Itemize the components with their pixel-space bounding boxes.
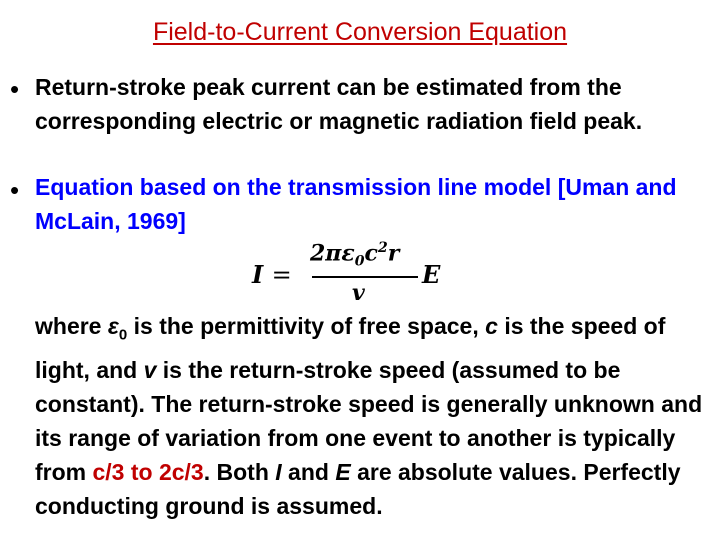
bullet-text-transmission-line-model: Equation based on the transmission line model [Uman and McLain, 1969] — [35, 174, 677, 234]
equation-explanation: where $\varepsilon_0$ is the permittivity of free space, c is the speed of light, and v is the return-stroke speed (assumed to be constant). The return-stroke speed is generally unknown and its range of variation from one event to another is typically from c/3 to 2c/3. Both I and E are absolute values. Perfectly conducting ground is assumed. — [35, 313, 703, 519]
bullet-marker: • — [10, 74, 20, 104]
speed-range-highlight: c/3 to 2c/3 — [92, 458, 204, 485]
page-title: Field-to-Current Conversion Equation — [152, 18, 568, 46]
equation-denominator: v — [352, 280, 365, 306]
fraction-bar — [312, 276, 418, 278]
equation-rhs: E — [422, 260, 441, 289]
equation-numerator: $2\pi\varepsilon_0c^2r$ — [310, 240, 400, 270]
field-to-current-equation — [252, 240, 452, 310]
equation-lhs: I = — [252, 260, 292, 289]
bullet-marker: • — [10, 175, 20, 205]
bullet-text-current-estimation: Return-stroke peak current can be estimated from the corresponding electric or magnetic radiation field peak. — [35, 74, 643, 134]
